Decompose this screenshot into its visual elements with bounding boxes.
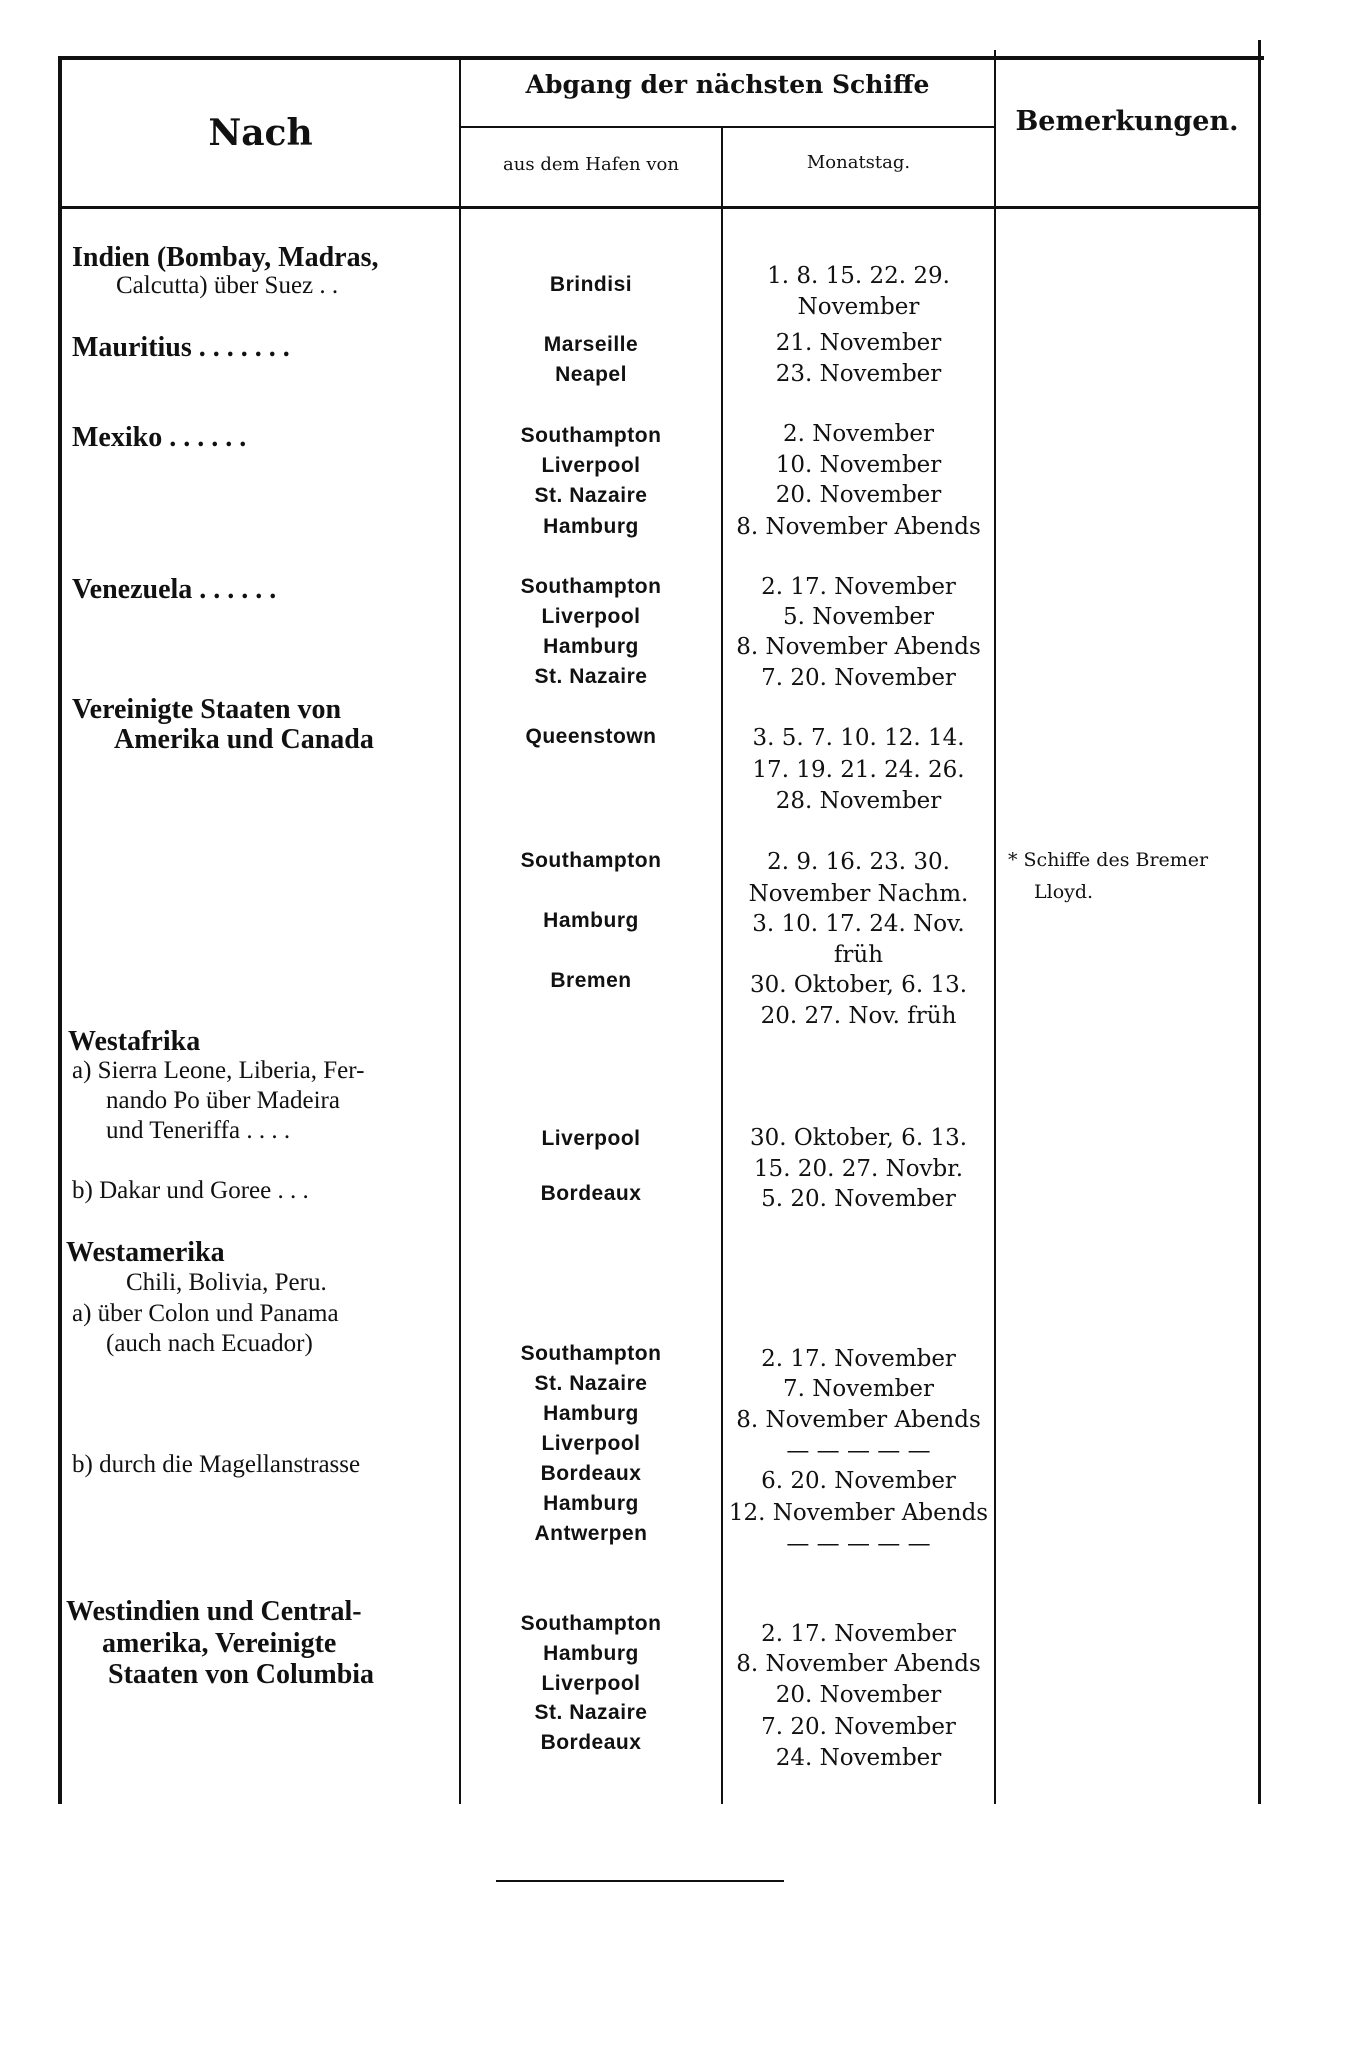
port-name: Hamburg: [543, 515, 639, 538]
destination-line: Staaten von Columbia: [108, 1659, 375, 1690]
port-name: Liverpool: [541, 1432, 641, 1455]
destination-line: (auch nach Ecuador): [106, 1330, 313, 1357]
departure-date: 2. November: [783, 421, 934, 447]
port-name: Hamburg: [543, 635, 639, 658]
departure-date: — — — — —: [786, 1438, 931, 1464]
destination-line: Calcutta) über Suez . .: [116, 272, 339, 299]
departure-date: 10. November: [775, 452, 942, 478]
port-name: Hamburg: [543, 1642, 639, 1665]
port-name: Liverpool: [541, 1127, 641, 1150]
table-left-border: [58, 56, 62, 1804]
port-name: Southampton: [520, 1612, 662, 1635]
departure-date: 12. November Abends: [728, 1500, 989, 1526]
departure-date: 8. November Abends: [736, 1651, 981, 1677]
port-name: Liverpool: [541, 1672, 641, 1695]
departure-date: 8. November Abends: [736, 514, 981, 540]
port-name: Bordeaux: [540, 1462, 642, 1485]
destination-line: und Teneriffa . . . .: [106, 1117, 291, 1144]
header-port: aus dem Hafen von: [503, 154, 679, 175]
departure-date: — — — — —: [786, 1531, 931, 1557]
port-name: Bremen: [550, 969, 632, 992]
departure-date: 30. Oktober, 6. 13.: [749, 972, 968, 998]
departure-date: 20. November: [775, 482, 942, 508]
header-subdivider: [460, 126, 995, 128]
port-name: Marseille: [543, 333, 639, 356]
departure-date: 20. November: [775, 1682, 942, 1708]
port-name: Southampton: [520, 575, 662, 598]
port-name: Liverpool: [541, 605, 641, 628]
port-name: Queenstown: [525, 725, 657, 748]
port-name: Southampton: [520, 424, 662, 447]
port-name: Brindisi: [549, 273, 633, 296]
departure-date: November Nachm.: [748, 881, 969, 907]
destination-line: Westamerika: [66, 1237, 225, 1268]
destination-line: a) Sierra Leone, Liberia, Fer-: [72, 1057, 365, 1084]
port-name: St. Nazaire: [534, 1701, 648, 1724]
departure-date: 7. 20. November: [761, 1714, 956, 1740]
destination-line: Mexiko . . . . . .: [72, 422, 247, 453]
departure-date: 5. 20. November: [761, 1186, 956, 1212]
port-name: St. Nazaire: [534, 1372, 648, 1395]
departure-date: 2. 17. November: [761, 574, 956, 600]
header-date: Monatstag.: [806, 152, 911, 173]
destination-line: Indien (Bombay, Madras,: [72, 242, 379, 273]
header-remarks: Bemerkungen.: [1015, 106, 1239, 137]
table-right-border: [1258, 40, 1261, 1804]
departure-date: früh: [833, 942, 884, 968]
header-destination: Nach: [208, 112, 313, 154]
port-name: Hamburg: [543, 1402, 639, 1425]
destination-line: Westafrika: [68, 1026, 201, 1057]
port-name: Neapel: [555, 363, 627, 386]
departure-date: 2. 9. 16. 23. 30.: [767, 849, 950, 875]
departure-date: 17. 19. 21. 24. 26.: [752, 757, 965, 783]
departure-date: 15. 20. 27. Novbr.: [753, 1156, 964, 1182]
port-name: Hamburg: [543, 1492, 639, 1515]
remark-text: * Schiffe des Bremer: [1008, 849, 1209, 871]
departure-date: 7. November: [783, 1376, 934, 1402]
departure-date: 8. November Abends: [736, 1407, 981, 1433]
departure-date: 2. 17. November: [761, 1346, 956, 1372]
departure-date: 3. 10. 17. 24. Nov.: [752, 911, 965, 937]
departure-date: 7. 20. November: [761, 665, 956, 691]
destination-line: nando Po über Madeira: [106, 1087, 340, 1114]
port-name: Southampton: [520, 1342, 662, 1365]
departure-date: 23. November: [775, 361, 942, 387]
departure-date: 3. 5. 7. 10. 12. 14.: [752, 725, 965, 751]
departure-date: November: [797, 294, 920, 320]
port-name: St. Nazaire: [534, 665, 648, 688]
departure-date: 20. 27. Nov. früh: [760, 1003, 957, 1029]
port-name: Hamburg: [543, 909, 639, 932]
destination-line: Amerika und Canada: [114, 724, 374, 755]
departure-date: 2. 17. November: [761, 1621, 956, 1647]
destination-line: Vereinigte Staaten von: [72, 694, 342, 725]
destination-line: Chili, Bolivia, Peru.: [126, 1269, 327, 1296]
remark-text: Lloyd.: [1034, 881, 1094, 903]
closing-rule: [496, 1880, 784, 1882]
departure-date: 8. November Abends: [736, 634, 981, 660]
destination-line: a) über Colon und Panama: [72, 1300, 339, 1327]
port-name: St. Nazaire: [534, 484, 648, 507]
destination-line: Venezuela . . . . . .: [72, 574, 277, 605]
departure-date: 1. 8. 15. 22. 29.: [767, 263, 950, 289]
port-name: Bordeaux: [540, 1731, 642, 1754]
port-name: Antwerpen: [534, 1522, 648, 1545]
header-bottom-border: [60, 206, 1260, 209]
port-name: Bordeaux: [540, 1182, 642, 1205]
destination-line: b) durch die Magellanstrasse: [72, 1451, 361, 1478]
departure-date: 30. Oktober, 6. 13.: [749, 1125, 968, 1151]
destination-line: b) Dakar und Goree . . .: [72, 1177, 309, 1204]
departure-date: 28. November: [775, 788, 942, 814]
departure-date: 6. 20. November: [761, 1468, 956, 1494]
port-name: Southampton: [520, 849, 662, 872]
destination-line: amerika, Vereinigte: [102, 1628, 337, 1659]
departure-date: 5. November: [783, 604, 934, 630]
port-name: Liverpool: [541, 454, 641, 477]
table-top-border: [58, 56, 1264, 60]
departure-date: 24. November: [775, 1745, 942, 1771]
destination-line: Westindien und Central-: [66, 1596, 362, 1627]
departure-date: 21. November: [775, 330, 942, 356]
destination-line: Mauritius . . . . . . .: [72, 332, 290, 363]
header-departures: Abgang der nächsten Schiffe: [525, 70, 930, 99]
